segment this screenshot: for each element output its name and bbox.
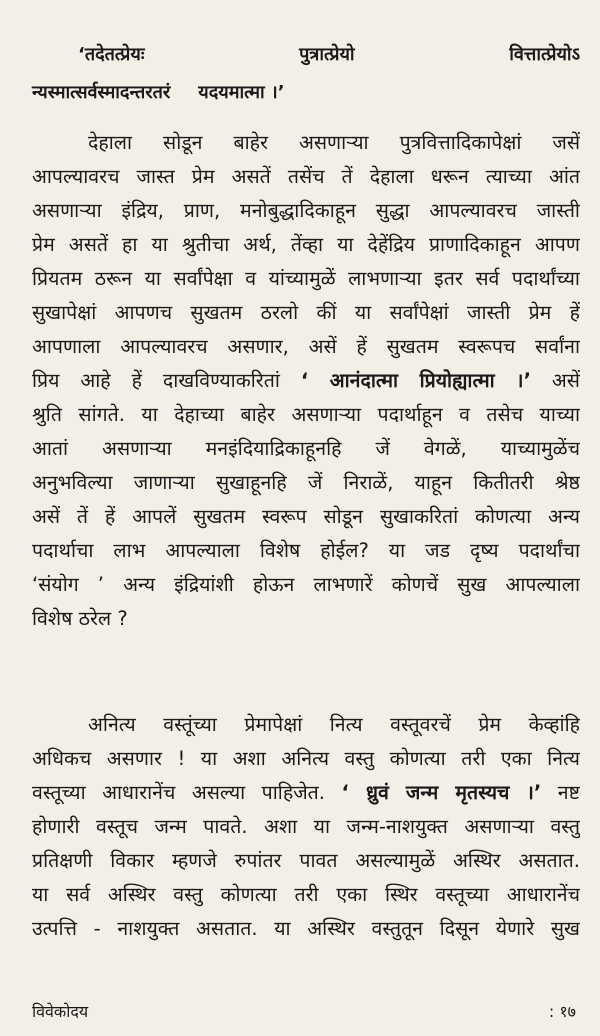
page-number: : १७ xyxy=(548,1002,576,1021)
text-line: आपणाला आपल्यावरच असणार, असें हें सुखतम स्वरूपच सर्वांना xyxy=(32,335,580,358)
text-line: प्रेम असतें हा या श्रुतीचा अर्थ, तेंव्हा या देहेंद्रिय प्राणादिकाहून आपण xyxy=(32,233,580,256)
sanskrit-quote-inline: ‘ ध्रुवं जन्म मृतस्यच ।’ xyxy=(341,781,542,804)
text-line: अधिकच असणार ! या अशा अनित्य वस्तु कोणत्या तरी एका नित्य xyxy=(32,747,580,770)
text-line: देहाला सोडून बाहेर असणाऱ्या पुत्रवित्तादिकापेक्षां जसें xyxy=(88,131,580,154)
text-line: पदार्थाचा लाभ आपल्याला विशेष होईल? या जड दृष्य पदार्थांचा xyxy=(32,539,580,562)
text-line: या सर्व अस्थिर वस्तु कोणत्या तरी एका स्थिर वस्तूच्या आधारानेंच xyxy=(32,883,580,906)
text-line: आतां असणाऱ्या मनइंदियाद्रिकाहूनहि जें वेगळें, याच्यामुळेंच xyxy=(32,437,580,460)
quote-part-1: ‘तदेतत्प्रेयः xyxy=(78,44,145,65)
text-span: नष्ट xyxy=(557,781,580,804)
quote-line2-a: न्यस्मात्सर्वस्मादन्तरतरं xyxy=(32,82,171,103)
text-line: उत्पत्ति - नाशयुक्त असतात. या अस्थिर वस्तुतून दिसून येणारे सुख xyxy=(32,917,580,940)
text-line: आपल्यावरच जास्त प्रेम असतें तसेंच तें देहाला धरून त्याच्या आंत xyxy=(32,165,580,188)
text-line: ‘संयोग ’ अन्य इंद्रियांशी होऊन लाभणारें कोणचें सुख आपल्याला xyxy=(32,573,580,596)
sanskrit-quote-line-2 xyxy=(32,78,285,108)
text-line: अनुभविल्या जाणाऱ्या सुखाहूनहि जें निराळें, याहून कितीतरी श्रेष्ठ xyxy=(32,471,580,494)
quote-part-3: वित्तात्प्रेयोऽ xyxy=(509,44,580,65)
text-line: अनित्य वस्तूंच्या प्रेमापेक्षां नित्य वस्तूवरचें प्रेम केव्हांहि xyxy=(88,713,580,736)
book-title: विवेकोदय xyxy=(32,1002,89,1021)
text-line: होणारी वस्तूच जन्म पावते. अशा या जन्म-नाशयुक्त असणाऱ्या वस्तु xyxy=(32,815,580,838)
text-line: सुखापेक्षां आपणच सुखतम ठरलो कीं या सर्वांपेक्षां जास्ती प्रेम हें xyxy=(32,301,580,324)
text-span: वस्तूच्या आधारानेंच असल्या पाहिजेत. xyxy=(32,781,325,804)
text-line: श्रुति सांगते. या देहाच्या बाहेर असणाऱ्या पदार्थाहून व तसेच याच्या xyxy=(32,403,580,426)
text-line xyxy=(32,364,580,398)
sanskrit-quote-inline: ‘ आनंदात्मा प्रियोह्यात्मा ।’ xyxy=(300,369,531,392)
text-line xyxy=(32,776,580,810)
text-line: प्रियतम ठरून या सर्वांपेक्षा व यांच्यामुळें लाभणाऱ्या इतर सर्व पदार्थांच्या xyxy=(32,267,580,290)
sanskrit-quote-line-1 xyxy=(78,40,580,70)
text-line: असें तें हें आपलें सुखतम स्वरूप सोडून सुखाकरितां कोणत्या अन्य xyxy=(32,505,580,528)
quote-line2-b: यदयमात्मा ।’ xyxy=(198,82,285,103)
text-line: प्रतिक्षणी विकार म्हणजे रुपांतर पावत असल्यामुळें अस्थिर असतात. xyxy=(32,849,580,872)
quote-part-2: पुत्रात्प्रेयो xyxy=(299,44,355,65)
text-line: विशेष ठरेल ? xyxy=(32,607,128,630)
text-span: प्रिय आहे हें दाखविण्याकरितां xyxy=(32,369,280,392)
text-span: असें xyxy=(551,369,580,392)
text-line: असणाऱ्या इंद्रिय, प्राण, मनोबुद्धादिकाहून सुद्धा आपल्यावरच जास्ती xyxy=(32,199,580,222)
page-footer xyxy=(32,1000,576,1022)
